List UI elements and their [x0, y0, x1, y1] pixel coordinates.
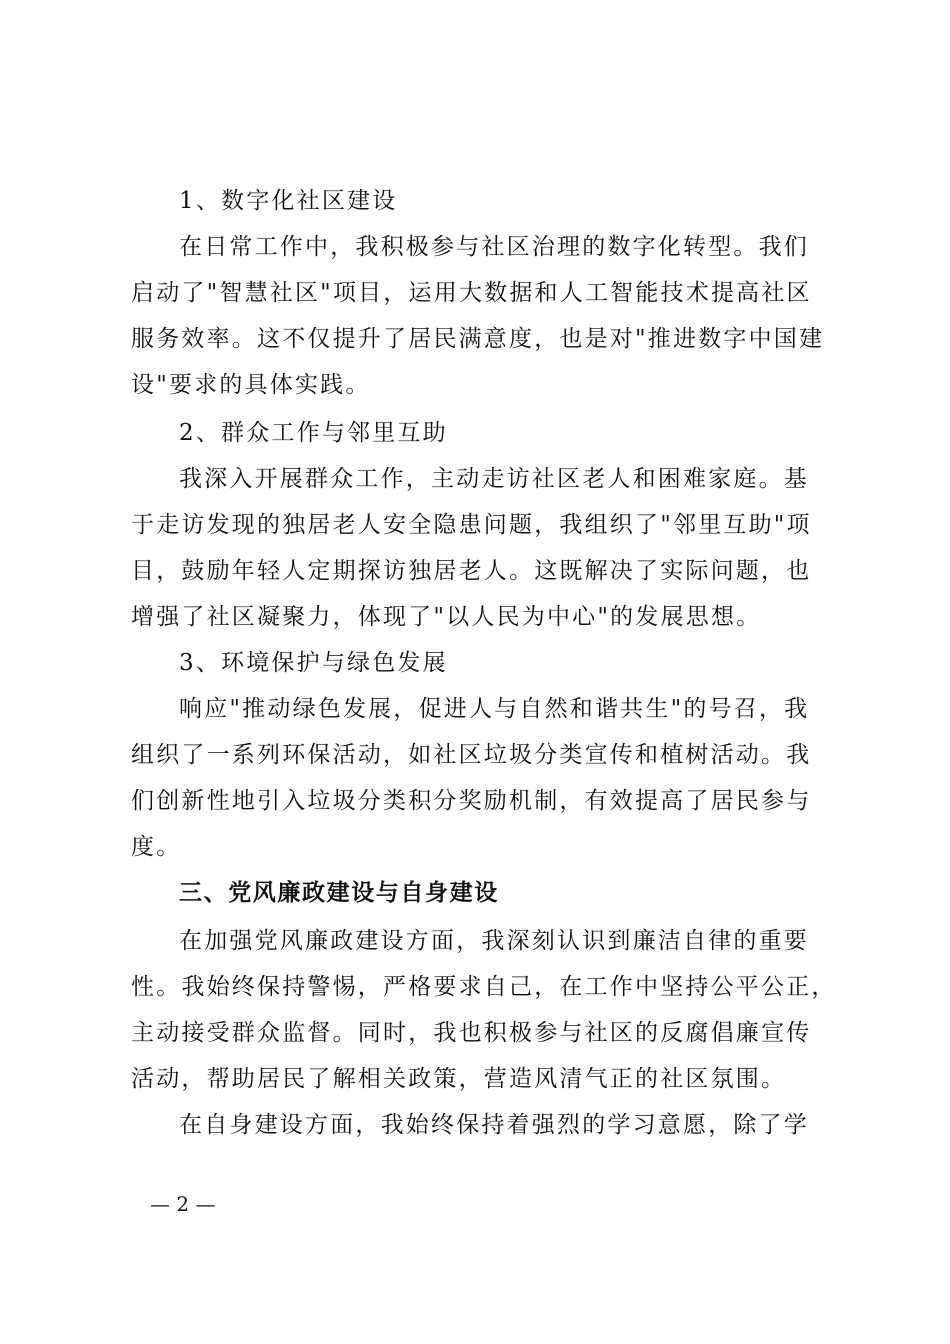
paragraph-line: 在自身建设方面，我始终保持着强烈的学习意愿，除了学 [179, 1112, 809, 1138]
paragraph-line: 我深入开展群众工作，主动走访社区老人和困难家庭。基 [179, 466, 809, 492]
subheading-mass-work: 2、群众工作与邻里互助 [179, 420, 448, 446]
paragraph-line: 服务效率。这不仅提升了居民满意度，也是对"推进数字中国建 [131, 326, 825, 352]
paragraph-line: 性。我始终保持警惕，严格要求自己，在工作中坚持公平公正， [131, 974, 837, 1000]
paragraph-line: 活动，帮助居民了解相关政策，营造风清气正的社区氛围。 [131, 1066, 787, 1092]
paragraph-line: 主动接受群众监督。同时，我也积极参与社区的反腐倡廉宣传 [131, 1020, 812, 1046]
paragraph-line: 组织了一系列环保活动，如社区垃圾分类宣传和植树活动。我 [131, 742, 812, 768]
paragraph-line: 在日常工作中，我积极参与社区治理的数字化转型。我们 [179, 234, 809, 260]
section-heading-party-conduct: 三、党风廉政建设与自身建设 [179, 880, 499, 906]
subheading-environment: 3、环境保护与绿色发展 [179, 650, 448, 676]
paragraph-line: 在加强党风廉政建设方面，我深刻认识到廉洁自律的重要 [179, 928, 809, 954]
paragraph-line: 们创新性地引入垃圾分类积分奖励机制，有效提高了居民参与 [131, 788, 812, 814]
paragraph-line: 响应"推动绿色发展，促进人与自然和谐共生"的号召，我 [179, 696, 810, 722]
paragraph-line: 于走访发现的独居老人安全隐患问题，我组织了"邻里互助"项 [131, 512, 812, 538]
paragraph-line: 度。 [131, 834, 182, 860]
subheading-digital-community: 1、数字化社区建设 [179, 188, 398, 214]
paragraph-line: 启动了"智慧社区"项目，运用大数据和人工智能技术提高社区 [131, 280, 812, 306]
page-number: — 2 — [150, 1192, 216, 1216]
paragraph-line: 目，鼓励年轻人定期探访独居老人。这既解决了实际问题，也 [131, 558, 812, 584]
paragraph-line: 设"要求的具体实践。 [131, 372, 371, 398]
paragraph-line: 增强了社区凝聚力，体现了"以人民为中心"的发展思想。 [131, 604, 762, 630]
